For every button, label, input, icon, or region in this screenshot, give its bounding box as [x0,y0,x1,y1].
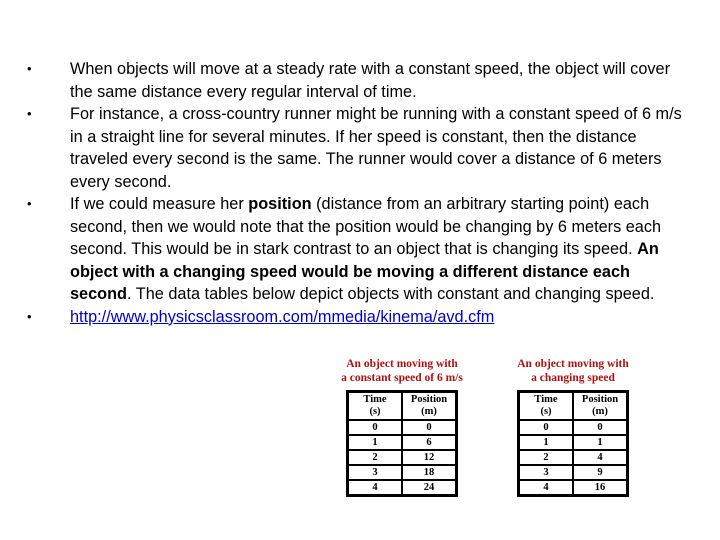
table-row: 1 6 [348,435,456,450]
table-row: 3 9 [519,465,627,480]
header-time: Time (s) [519,392,573,420]
table-row: 0 0 [348,420,456,435]
table-title: An object moving with [346,358,458,370]
bullet-icon: • [27,106,32,121]
bullet-text: If we could measure her [70,195,249,213]
bullet-text: When objects will move at a steady rate with a constant speed, the object will cover the same distance every regular interval of time. [70,60,670,101]
table-row: 4 24 [348,480,456,495]
table-row: 4 16 [519,480,627,495]
table-row: 0 0 [519,420,627,435]
bullet-item [0,58,682,103]
table-row: 1 1 [519,435,627,450]
table-row: 2 12 [348,450,456,465]
bullet-list [0,58,700,328]
table-subtitle: a changing speed [531,372,615,384]
bold-statement: An object with a changing speed would be moving a different distance each second [70,240,659,303]
bullet-item [0,103,682,193]
source-link[interactable]: http://www.physicsclassroom.com/mmedia/kinema/avd.cfm [70,307,495,326]
constant-speed-table [346,390,458,497]
bullet-text: . The data tables below depict objects with constant and changing speed. [127,285,655,303]
table-title: An object moving with [517,358,629,370]
table-row: 2 4 [519,450,627,465]
bullet-text: For instance, a cross-country runner might be running with a constant speed of 6 m/s in a straight line for several minutes. If her speed is constant, then the distance traveled every second is the same. The runner would cover a distance of 6 meters every second. [70,105,682,191]
changing-speed-table [517,390,629,497]
bullet-text: (distance from an arbitrary starting point) each second, then we would note that the position would be changing by 6 meters each second. This would be in stark contrast to an object that is changing its speed. [70,195,662,258]
constant-speed-table-block [322,357,482,497]
bullet-item [0,306,682,329]
bullet-item [0,193,682,306]
table-row: 3 18 [348,465,456,480]
header-position: Position (m) [402,392,456,420]
bold-term-position: position [248,195,312,213]
changing-speed-table-block [493,357,653,497]
bullet-icon: • [27,61,32,76]
header-time: Time (s) [348,392,402,420]
bullet-icon: • [27,196,32,211]
table-subtitle: a constant speed of 6 m/s [341,372,463,384]
bullet-icon: • [27,308,32,324]
header-position: Position (m) [573,392,627,420]
